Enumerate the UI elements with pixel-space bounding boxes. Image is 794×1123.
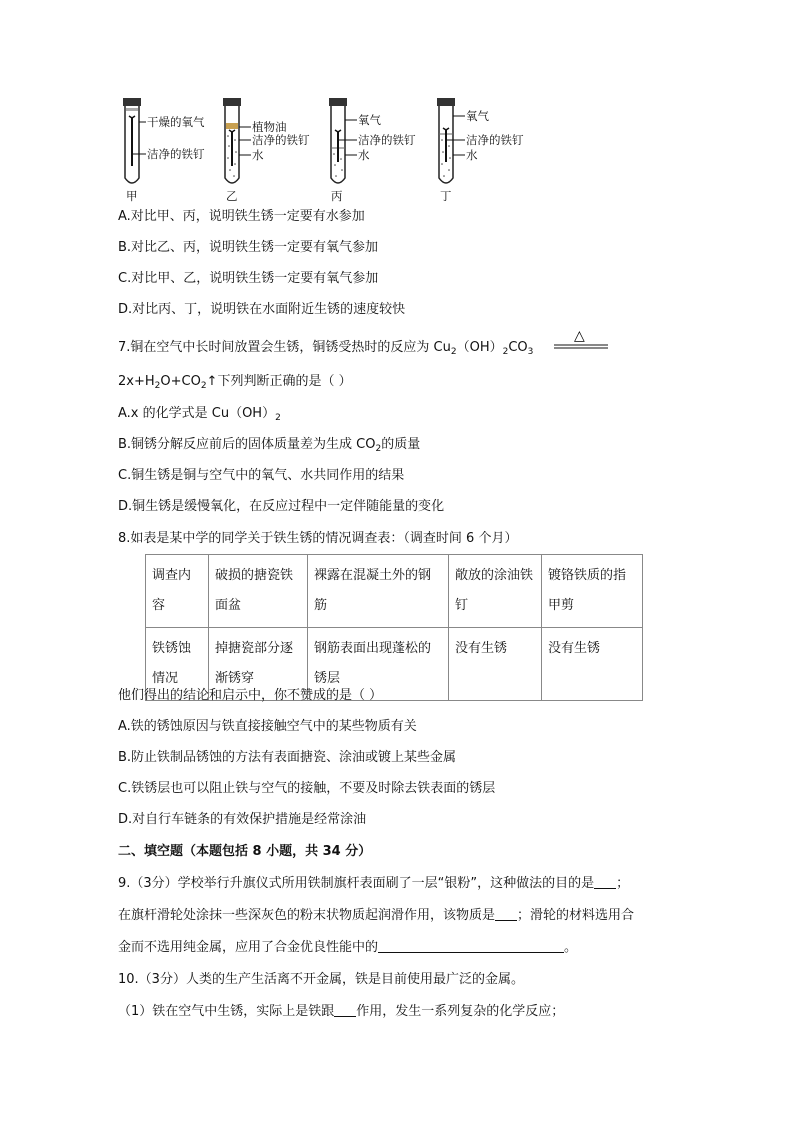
q7-option-b bbox=[118, 437, 420, 457]
table-cell: 裸露在混凝土外的钢筋 bbox=[308, 555, 449, 628]
q10-stem: 10.（3分）人类的生产生活离不开金属，铁是目前使用最广泛的金属。 bbox=[118, 972, 524, 987]
q7-opt-b-sub: 2 bbox=[375, 444, 382, 454]
q9-l2b: ；滑轮的材料选用合 bbox=[517, 908, 635, 923]
tube-yi-name: 乙 bbox=[226, 189, 238, 203]
q9-l1-end: ； bbox=[616, 876, 630, 891]
q6-option-a: A.对比甲、丙，说明铁生锈一定要有水参加 bbox=[118, 209, 365, 224]
q7-option-c: C.铜生锈是铜与空气中的氧气、水共同作用的结果 bbox=[118, 468, 405, 483]
q7-option-d: D.铜生锈是缓慢氧化，在反应过程中一定伴随能量的变化 bbox=[118, 499, 445, 514]
q7-opt-b-post: 的质量 bbox=[381, 437, 421, 452]
heat-equation-arrow bbox=[552, 326, 610, 354]
q6-option-b: B.对比乙、丙，说明铁生锈一定要有氧气参加 bbox=[118, 240, 379, 255]
q9-l1-text: 9.（3分）学校举行升旗仪式所用铁制旗杆表面刷了一层“银粉”，这种做法的目的是 bbox=[118, 876, 595, 891]
q9-line-2 bbox=[118, 908, 634, 924]
q7-opt-a-sub: 2 bbox=[275, 413, 281, 423]
q7-co3: CO bbox=[508, 340, 528, 355]
tube-jia-name: 甲 bbox=[126, 189, 138, 203]
q9-blank-1[interactable] bbox=[594, 876, 616, 889]
tube-bing-label-1: 氧气 bbox=[358, 113, 381, 127]
q7-stem-b3: ↑下列判断正确的是（ ） bbox=[206, 374, 352, 389]
q9-l2a: 在旗杆滑轮处涂抹一些深灰色的粉末状物质起润滑作用，该物质是 bbox=[118, 908, 496, 923]
table-cell: 敞放的涂油铁钉 bbox=[449, 555, 542, 628]
q7-sub-h2: 2 bbox=[154, 381, 161, 391]
table-cell: 掉搪瓷部分逐渐锈穿 bbox=[209, 628, 308, 701]
tube-jia-label-2: 洁净的铁钉 bbox=[147, 147, 205, 161]
q7-sub-2b: 2 bbox=[502, 347, 509, 357]
tube-jia-label-1: 干燥的氧气 bbox=[147, 115, 205, 129]
table-cell: 调查内容 bbox=[146, 555, 209, 628]
q9-line-3 bbox=[118, 940, 577, 956]
tube-yi-label-3: 水 bbox=[252, 148, 264, 162]
tube-bing-label-3: 水 bbox=[358, 148, 370, 162]
q7-sub-2: 2 bbox=[450, 347, 457, 357]
table-cell: 没有生锈 bbox=[449, 628, 542, 701]
table-cell: 镀铬铁质的指甲剪 bbox=[542, 555, 643, 628]
q10-part-1 bbox=[118, 1004, 564, 1020]
q10-l2b: 作用，发生一系列复杂的化学反应； bbox=[356, 1004, 565, 1019]
survey-table bbox=[145, 554, 643, 701]
table-cell: 钢筋表面出现蓬松的锈层 bbox=[308, 628, 449, 701]
tube-yi bbox=[223, 98, 310, 203]
q7-stem-b: 2x+H bbox=[118, 374, 155, 389]
table-row bbox=[146, 555, 643, 628]
q7-stem-a: 7.铜在空气中长时间放置会生锈，铜锈受热时的反应为 Cu bbox=[118, 340, 451, 355]
tube-ding bbox=[437, 98, 524, 203]
q8-option-d: D.对自行车链条的有效保护措施是经常涂油 bbox=[118, 812, 367, 827]
section-heading: 二、填空题（本题包括 8 小题，共 34 分） bbox=[118, 844, 372, 859]
q7-stem-cont bbox=[118, 374, 352, 394]
q6-option-d: D.对比丙、丁，说明铁在水面附近生锈的速度较快 bbox=[118, 302, 406, 317]
q9-blank-2[interactable] bbox=[495, 908, 517, 921]
q10-l2a: （1）铁在空气中生锈，实际上是铁跟 bbox=[118, 1004, 335, 1019]
q7-stem-b2: O+CO bbox=[160, 374, 201, 389]
q8-stem: 8.如表是某中学的同学关于铁生锈的情况调查表：（调查时间 6 个月） bbox=[118, 531, 518, 546]
tube-jia bbox=[123, 98, 205, 203]
q10-blank-1[interactable] bbox=[334, 1004, 356, 1017]
q9-l3a: 金而不选用纯金属，应用了合金优良性能中的 bbox=[118, 940, 379, 955]
q8-option-b: B.防止铁制品锈蚀的方法有表面搪瓷、涂油或镀上某些金属 bbox=[118, 750, 457, 765]
q8-question: 他们得出的结论和启示中，你不赞成的是（ ） bbox=[118, 688, 383, 703]
tube-ding-label-1: 氧气 bbox=[466, 109, 489, 123]
table-cell: 铁锈蚀情况 bbox=[146, 628, 209, 701]
tube-bing-label-2: 洁净的铁钉 bbox=[358, 133, 416, 147]
delta-symbol: △ bbox=[574, 328, 585, 344]
tube-ding-name: 丁 bbox=[440, 189, 452, 203]
q7-sub-3: 3 bbox=[527, 347, 534, 357]
table-cell: 破损的搪瓷铁面盆 bbox=[209, 555, 308, 628]
q8-option-a: A.铁的锈蚀原因与铁直接接触空气中的某些物质有关 bbox=[118, 719, 417, 734]
q9-line-1 bbox=[118, 876, 629, 892]
q7-stem bbox=[118, 340, 533, 360]
q9-l3-end: 。 bbox=[564, 940, 578, 955]
q7-sub-co2: 2 bbox=[200, 381, 207, 391]
tube-bing-name: 丙 bbox=[331, 189, 343, 203]
test-tube-figure bbox=[118, 96, 548, 204]
tube-ding-label-2: 洁净的铁钉 bbox=[466, 133, 524, 147]
table-cell: 没有生锈 bbox=[542, 628, 643, 701]
tube-ding-label-3: 水 bbox=[466, 148, 478, 162]
q7-option-a bbox=[118, 406, 281, 426]
q6-option-c: C.对比甲、乙，说明铁生锈一定要有氧气参加 bbox=[118, 271, 379, 286]
tube-yi-label-2: 洁净的铁钉 bbox=[252, 133, 310, 147]
q7-opt-a-text: A.x 的化学式是 Cu（OH） bbox=[118, 406, 276, 421]
q8-option-c: C.铁锈层也可以阻止铁与空气的接触，不要及时除去铁表面的锈层 bbox=[118, 781, 496, 796]
q7-paren: （OH） bbox=[456, 340, 503, 355]
q9-blank-3[interactable] bbox=[378, 940, 564, 953]
q7-opt-b-pre: B.铜锈分解反应前后的固体质量差为生成 CO bbox=[118, 437, 376, 452]
tube-bing bbox=[329, 98, 416, 203]
tube-yi-label-1: 植物油 bbox=[252, 120, 287, 134]
